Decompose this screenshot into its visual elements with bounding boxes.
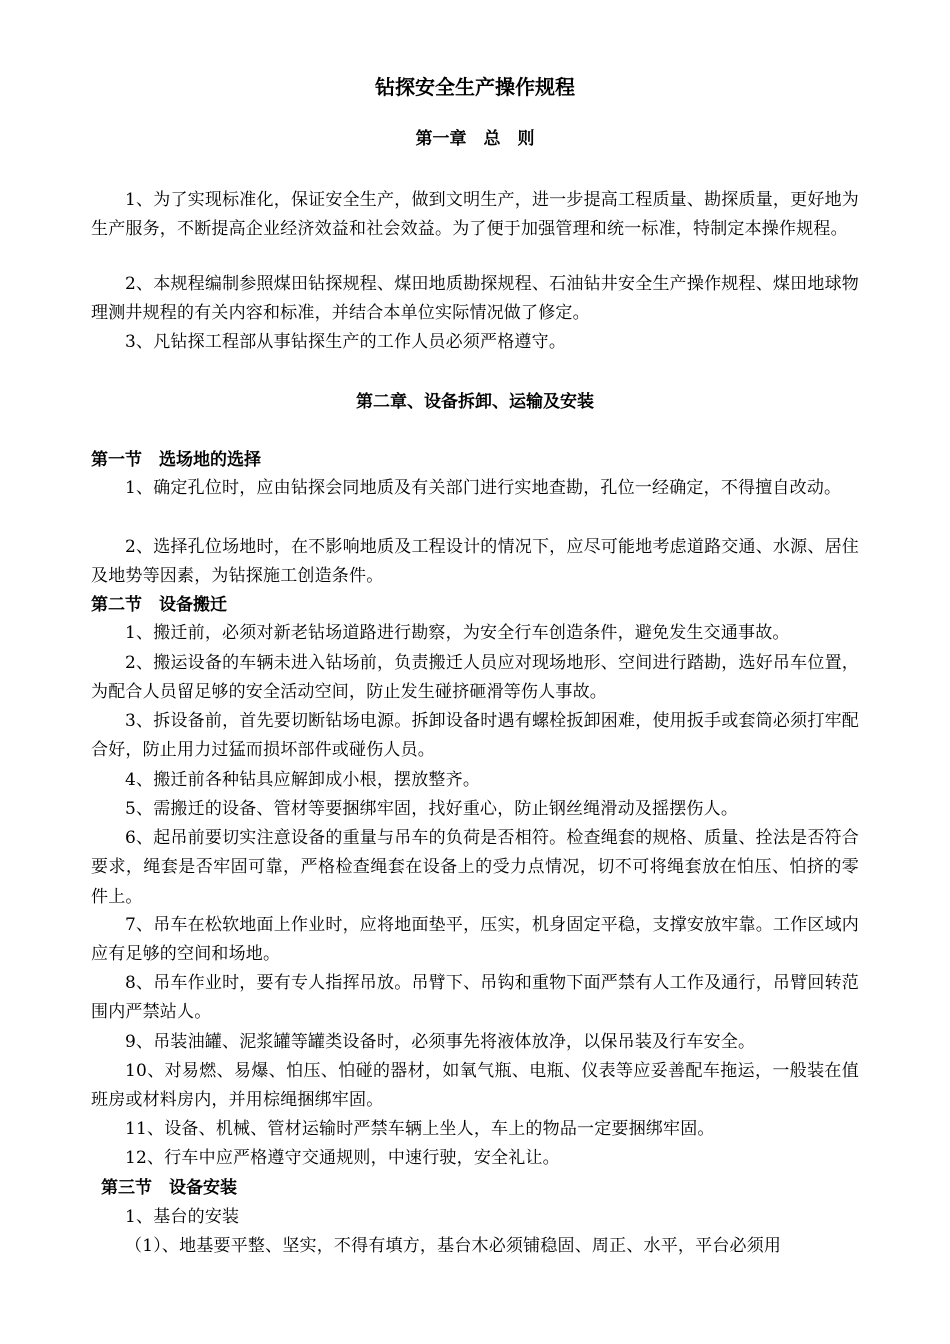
section-2-paragraph-1: 1、搬迁前，必须对新老钻场道路进行勘察，为安全行车创造条件，避免发生交通事故。 (125, 623, 790, 643)
section-2-paragraph-4: 4、搬迁前各种钻具应解卸成小根，摆放整齐。 (125, 770, 481, 790)
chapter-2-heading: 第二章、设备拆卸、运输及安装 (356, 392, 594, 412)
section-2-paragraph-7: 7、吊车在松软地面上作业时，应将地面垫平，压实，机身固定平稳，支撑安放牢靠。工作区域内应有足够的空间和场地。 (91, 915, 859, 965)
section-2-paragraph-12: 12、行车中应严格遵守交通规则，中速行驶，安全礼让。 (125, 1148, 560, 1168)
chapter-1-paragraph-1: 1、为了实现标准化，保证安全生产，做到文明生产，进一步提高工程质量、勘探质量，更好地为生产服务，不断提高企业经济效益和社会效益。为了便于加强管理和统一标准，特制定本操作规程。 (91, 190, 859, 240)
section-2-paragraph-9: 9、吊装油罐、泥浆罐等罐类设备时，必须事先将液体放净，以保吊装及行车安全。 (125, 1032, 756, 1052)
section-2-paragraph-11: 11、设备、机械、管材运输时严禁车辆上坐人，车上的物品一定要捆绑牢固。 (125, 1119, 715, 1139)
section-2-paragraph-10: 10、对易燃、易爆、怕压、怕碰的器材，如氧气瓶、电瓶、仪表等应妥善配车拖运，一般装在值班房或材料房内，并用棕绳捆绑牢固。 (91, 1061, 859, 1111)
document-title: 钻探安全生产操作规程 (375, 75, 575, 99)
section-3-heading: 第三节 设备安装 (101, 1178, 237, 1198)
section-1-paragraph-1: 1、确定孔位时，应由钻探会同地质及有关部门进行实地查勘，孔位一经确定，不得擅自改动。 (125, 478, 842, 498)
section-2-paragraph-6: 6、起吊前要切实注意设备的重量与吊车的负荷是否相符。检查绳套的规格、质量、拴法是否符合要求，绳套是否牢固可靠，严格检查绳套在设备上的受力点情况，切不可将绳套放在怕压、怕挤的零件上。 (91, 828, 859, 907)
section-1-heading: 第一节 选场地的选择 (91, 450, 261, 470)
chapter-1-paragraph-2: 2、本规程编制参照煤田钻探规程、煤田地质勘探规程、石油钻井安全生产操作规程、煤田地球物理测井规程的有关内容和标准，并结合本单位实际情况做了修定。 (91, 274, 859, 324)
section-1-paragraph-2: 2、选择孔位场地时，在不影响地质及工程设计的情况下，应尽可能地考虑道路交通、水源、居住及地势等因素，为钻探施工创造条件。 (91, 537, 859, 587)
section-2-heading: 第二节 设备搬迁 (91, 595, 227, 615)
section-3-subheading: 1、基台的安装 (125, 1207, 240, 1227)
section-2-paragraph-8: 8、吊车作业时，要有专人指挥吊放。吊臂下、吊钩和重物下面严禁有人工作及通行，吊臂回转范围内严禁站人。 (91, 973, 859, 1023)
chapter-1-paragraph-3: 3、凡钻探工程部从事钻探生产的工作人员必须严格遵守。 (125, 332, 567, 352)
section-2-paragraph-3: 3、拆设备前，首先要切断钻场电源。拆卸设备时遇有螺栓扳卸困难，使用扳手或套筒必须打牢配合好，防止用力过猛而损坏部件或碰伤人员。 (91, 711, 859, 761)
section-2-paragraph-2: 2、搬运设备的车辆未进入钻场前，负责搬迁人员应对现场地形、空间进行踏勘，选好吊车位置，为配合人员留足够的安全活动空间，防止发生碰挤砸滑等伤人事故。 (91, 653, 859, 703)
section-2-paragraph-5: 5、需搬迁的设备、管材等要捆绑牢固，找好重心，防止钢丝绳滑动及摇摆伤人。 (125, 799, 739, 819)
section-3-paragraph-1: （1）、地基要平整、坚实，不得有填方，基台木必须铺稳固、周正、水平，平台必须用 (125, 1236, 782, 1256)
chapter-1-heading: 第一章 总 则 (415, 129, 535, 149)
